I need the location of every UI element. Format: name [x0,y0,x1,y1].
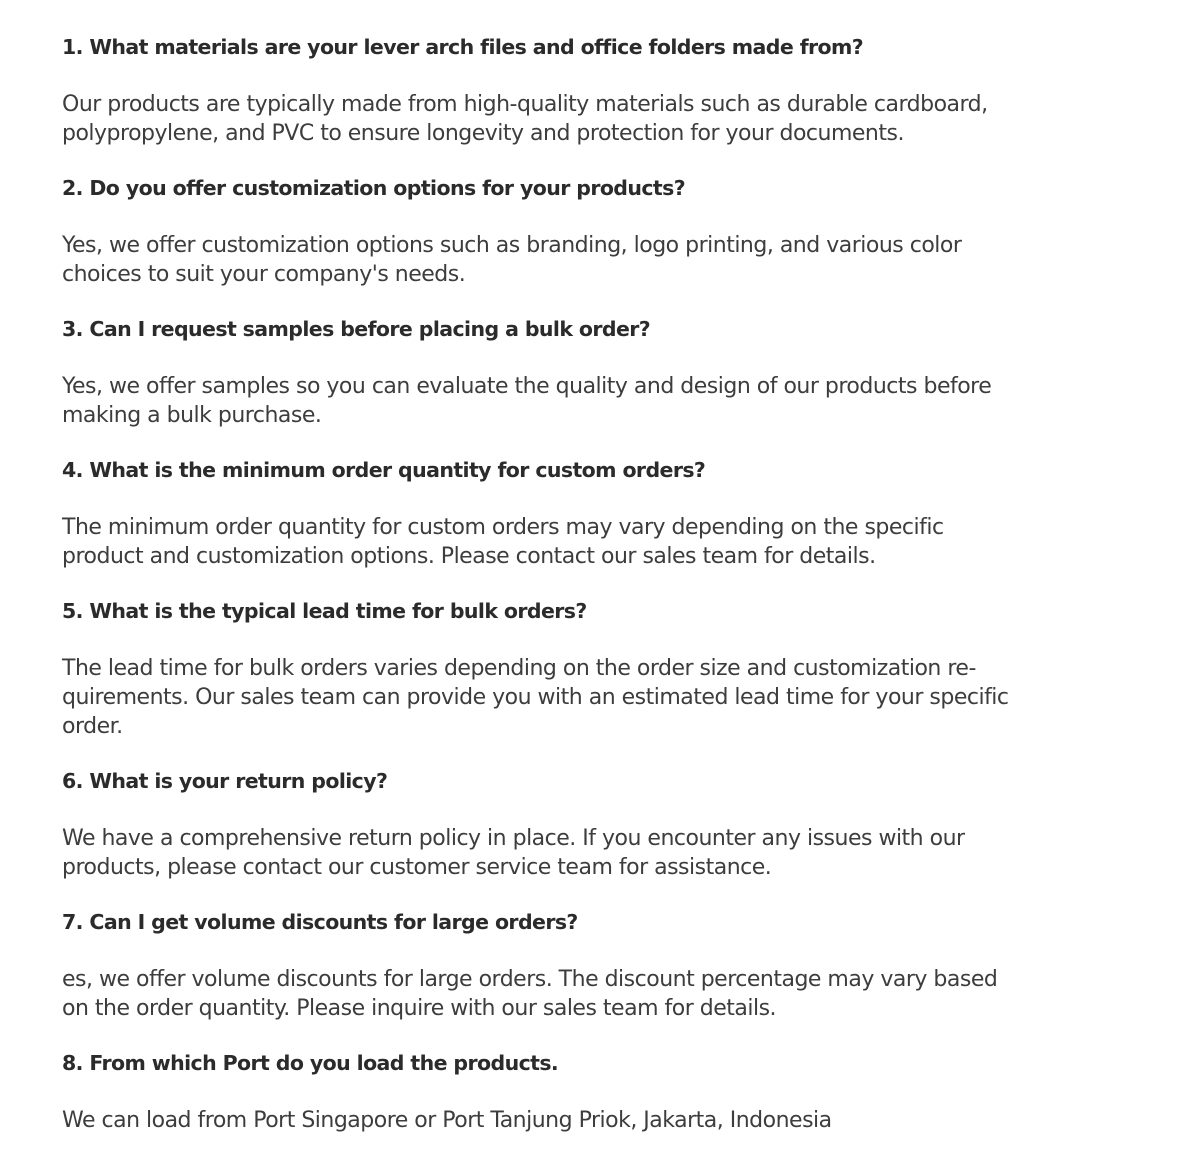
faq-question: 5. What is the typical lead time for bulk orders? [62,599,587,623]
faq-answer [62,824,1142,882]
faq-answer [62,654,1142,741]
faq-item [62,907,1142,1023]
faq-question: 2. Do you offer customization options for your products? [62,176,686,200]
faq-item [62,455,1142,571]
faq-item [62,596,1142,741]
faq-list [62,32,1142,1160]
faq-item [62,32,1142,148]
faq-question: 4. What is the minimum order quantity for custom orders? [62,458,706,482]
faq-answer-line: Yes, we offer customization options such as branding, logo printing, and various color [62,233,962,258]
faq-answer-line: Our products are typically made from high-quality materials such as durable cardboard, [62,92,988,117]
faq-item [62,766,1142,882]
faq-answer-line: choices to suit your company's needs. [62,262,466,287]
faq-question: 3. Can I request samples before placing a bulk order? [62,317,651,341]
faq-answer-line: The minimum order quantity for custom orders may vary depending on the specific [62,515,944,540]
faq-answer-line: order. [62,714,123,739]
faq-item [62,314,1142,430]
faq-answer-line: product and customization options. Please contact our sales team for details. [62,544,876,569]
faq-answer [62,965,1142,1023]
faq-question: 7. Can I get volume discounts for large orders? [62,910,578,934]
faq-item [62,1048,1142,1135]
faq-answer-line: making a bulk purchase. [62,403,322,428]
faq-answer-line: on the order quantity. Please inquire with our sales team for details. [62,996,777,1021]
faq-answer [62,372,1142,430]
faq-answer-line: quirements. Our sales team can provide you with an estimated lead time for your specific [62,685,1009,710]
faq-answer-line: We can load from Port Singapore or Port Tanjung Priok, Jakarta, Indonesia [62,1108,832,1133]
faq-answer [62,90,1142,148]
faq-answer-line: products, please contact our customer service team for assistance. [62,855,772,880]
faq-answer [62,1106,1142,1135]
faq-answer [62,513,1142,571]
faq-item [62,173,1142,289]
faq-answer-line: The lead time for bulk orders varies depending on the order size and customization re- [62,656,976,681]
faq-answer-line: We have a comprehensive return policy in place. If you encounter any issues with our [62,826,965,851]
faq-answer-line: Yes, we offer samples so you can evaluate the quality and design of our products before [62,374,992,399]
faq-question: 6. What is your return policy? [62,769,388,793]
faq-question: 1. What materials are your lever arch files and office folders made from? [62,35,864,59]
faq-answer-line: es, we offer volume discounts for large orders. The discount percentage may vary based [62,967,998,992]
faq-answer-line: polypropylene, and PVC to ensure longevity and protection for your documents. [62,121,904,146]
faq-answer [62,231,1142,289]
faq-question: 8. From which Port do you load the products. [62,1051,559,1075]
